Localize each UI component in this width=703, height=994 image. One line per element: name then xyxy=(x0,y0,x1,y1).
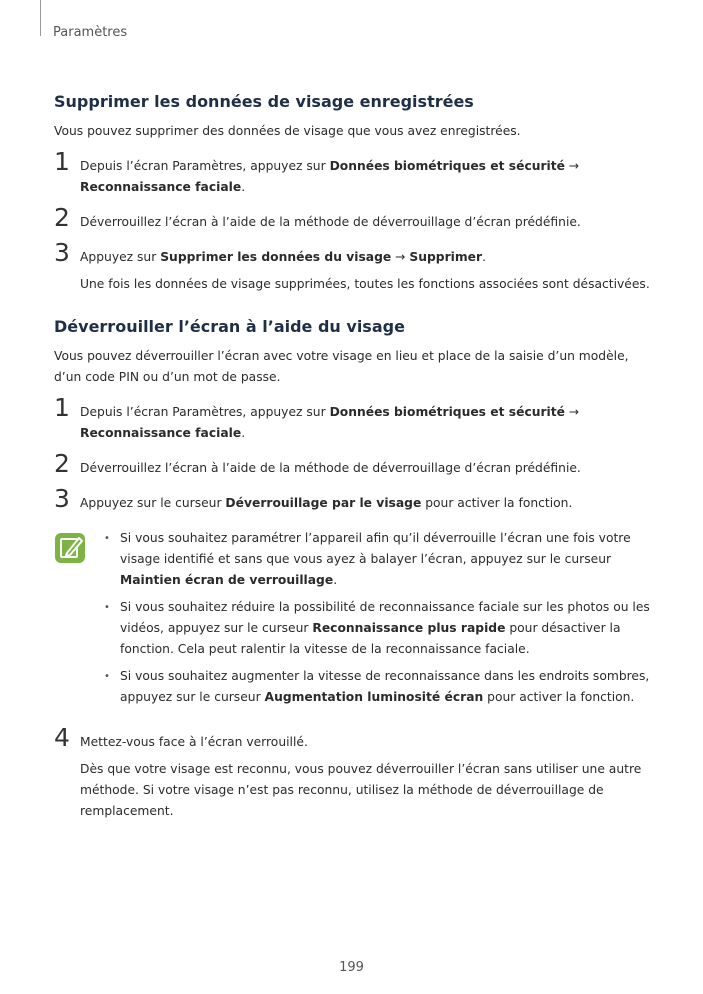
section2-step-2 xyxy=(54,449,654,479)
header-divider xyxy=(40,0,41,36)
section1-step-2 xyxy=(54,203,654,233)
section2-title: Déverrouiller l’écran à l’aide du visage xyxy=(54,317,405,336)
step-subtext: Dès que votre visage est reconnu, vous pouvez déverrouiller l’écran sans utiliser une autre méthode. Si votre visage n’est pas reconnu, utilisez la méthode de déverrouillage de remplacement. xyxy=(80,762,642,818)
step-text: Depuis l’écran Paramètres, appuyez sur Données biométriques et sécurité → Reconnaissance faciale. xyxy=(80,159,580,194)
section1-step-3 xyxy=(54,238,654,295)
step-subtext: Une fois les données de visage supprimées, toutes les fonctions associées sont désactivées. xyxy=(80,277,650,291)
step-number: 3 xyxy=(54,484,70,513)
pencil-note-icon xyxy=(54,532,100,714)
step-number: 4 xyxy=(54,723,70,752)
note-item: • Si vous souhaitez augmenter la vitesse de reconnaissance dans les endroits sombres, appuyez sur le curseur Augmentation luminosité écran pour activer la fonction. xyxy=(100,666,654,708)
step-text: Appuyez sur Supprimer les données du visage → Supprimer. Une fois les données de visage supprimées, toutes les fonctions associées sont désactivées. xyxy=(80,247,654,295)
step-text: Déverrouillez l’écran à l’aide de la méthode de déverrouillage d’écran prédéfinie. xyxy=(80,215,581,229)
step-number: 1 xyxy=(54,147,70,176)
page-number: 199 xyxy=(339,960,364,975)
step-number: 1 xyxy=(54,393,70,422)
note-item: • Si vous souhaitez paramétrer l’appareil afin qu’il déverrouille l’écran une fois votre visage identifié et sans que vous ayez à balayer l’écran, appuyez sur le curseur Maintien écran de verrouillage. xyxy=(100,528,654,591)
step-text: Depuis l’écran Paramètres, appuyez sur Données biométriques et sécurité → Reconnaissance faciale. xyxy=(80,405,580,440)
section-header: Paramètres xyxy=(53,25,128,40)
section1-step-1 xyxy=(54,147,654,198)
section1-intro: Vous pouvez supprimer des données de visage que vous avez enregistrées. xyxy=(54,124,521,138)
section1-title: Supprimer les données de visage enregistrées xyxy=(54,92,474,111)
note-box xyxy=(54,528,654,714)
page-content xyxy=(54,92,654,836)
step-text: Mettez-vous face à l’écran verrouillé. Dès que votre visage est reconnu, vous pouvez déverrouiller l’écran sans utiliser une autre méthode. Si votre visage n’est pas reconnu, utilisez la méthode de déverrouillage de remplacement. xyxy=(80,732,654,822)
note-list xyxy=(100,528,654,714)
note-item: • Si vous souhaitez réduire la possibilité de reconnaissance faciale sur les photos ou les vidéos, appuyez sur le curseur Reconnaissance plus rapide pour désactiver la fonction. Cela peut ralentir la vitesse de la reconnaissance faciale. xyxy=(100,597,654,660)
step-text: Appuyez sur le curseur Déverrouillage par le visage pour activer la fonction. xyxy=(80,496,573,510)
section2-step-3 xyxy=(54,484,654,514)
step-text: Déverrouillez l’écran à l’aide de la méthode de déverrouillage d’écran prédéfinie. xyxy=(80,461,581,475)
section2-step-1 xyxy=(54,393,654,444)
step-number: 2 xyxy=(54,203,70,232)
section2-intro: Vous pouvez déverrouiller l’écran avec votre visage en lieu et place de la saisie d’un modèle, d’un code PIN ou d’un mot de passe. xyxy=(54,349,629,384)
step-number: 3 xyxy=(54,238,70,267)
section2-step-4 xyxy=(54,723,654,822)
step-number: 2 xyxy=(54,449,70,478)
